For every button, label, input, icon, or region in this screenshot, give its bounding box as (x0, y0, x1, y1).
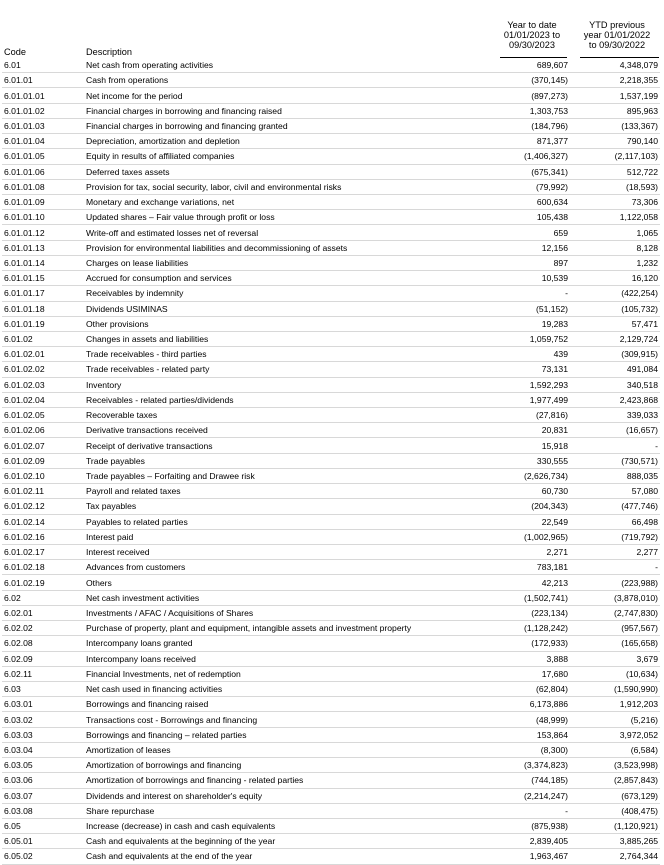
table-row (2, 803, 660, 818)
row-value-current: 1,977,499 (529, 394, 568, 405)
row-code: 6.01.02.12 (4, 501, 45, 512)
row-code: 6.01.02.07 (4, 440, 45, 451)
row-value-previous: (730,571) (621, 455, 658, 466)
row-code: 6.01.02.09 (4, 455, 45, 466)
row-description: Updated shares – Fair value through profit or loss (86, 212, 275, 223)
row-value-current: (8,300) (540, 744, 568, 755)
row-value-current: 1,303,753 (529, 105, 568, 116)
row-value-previous: 888,035 (626, 471, 658, 482)
table-row (2, 712, 660, 727)
row-value-previous: (2,747,830) (614, 607, 658, 618)
row-description: Trade payables – Forfaiting and Drawee risk (86, 471, 255, 482)
row-value-current: 1,059,752 (529, 334, 568, 345)
row-description: Net cash from operating activities (86, 60, 214, 71)
table-row (2, 727, 660, 742)
row-description: Trade payables (86, 455, 145, 466)
header-col2-line3: to 09/30/2022 (588, 40, 646, 50)
row-value-current: (62,804) (535, 684, 568, 695)
row-value-current: (2,214,247) (524, 790, 568, 801)
table-row (2, 286, 660, 301)
row-value-current: 871,377 (536, 136, 568, 147)
row-value-current: 6,173,886 (529, 699, 568, 710)
row-description: Monetary and exchange variations, net (86, 197, 235, 208)
row-value-current: 330,555 (536, 455, 568, 466)
row-value-previous: (16,657) (625, 425, 658, 436)
row-value-previous: (3,878,010) (614, 592, 658, 603)
row-code: 6.03 (4, 684, 21, 695)
row-description: Derivative transactions received (86, 425, 208, 436)
row-code: 6.01.01.08 (4, 181, 45, 192)
row-code: 6.03.02 (4, 714, 33, 725)
table-row (2, 58, 660, 73)
row-value-previous: 1,065 (636, 227, 658, 238)
row-code: 6.01.02 (4, 334, 33, 345)
table-row (2, 742, 660, 757)
row-value-previous: (673,129) (621, 790, 658, 801)
row-value-previous: (133,367) (621, 120, 658, 131)
table-row (2, 788, 660, 803)
row-value-previous: (6,584) (630, 744, 658, 755)
row-value-previous: 57,471 (631, 318, 658, 329)
row-description: Interest paid (86, 531, 134, 542)
row-value-current: 12,156 (541, 242, 568, 253)
row-description: Amortization of borrowings and financing - related parties (86, 775, 304, 786)
table-row (2, 590, 660, 605)
row-value-current: 2,839,405 (529, 836, 568, 847)
row-code: 6.01.01.12 (4, 227, 45, 238)
row-description: Share repurchase (86, 805, 155, 816)
row-description: Increase (decrease) in cash and cash equivalents (86, 821, 276, 832)
table-row (2, 347, 660, 362)
row-value-previous: 57,080 (631, 486, 658, 497)
row-code: 6.01.01.06 (4, 166, 45, 177)
row-value-previous: (309,915) (621, 349, 658, 360)
row-value-current: (1,128,242) (524, 623, 568, 634)
row-value-previous: - (655, 440, 658, 451)
row-description: Other provisions (86, 318, 149, 329)
row-value-current: 73,131 (541, 364, 568, 375)
table-row (2, 560, 660, 575)
row-value-previous: 66,498 (631, 516, 658, 527)
row-description: Trade receivables - related party (86, 364, 210, 375)
table-row (2, 651, 660, 666)
row-value-previous: 895,963 (626, 105, 658, 116)
row-value-current: (3,374,823) (524, 760, 568, 771)
row-value-current: 22,549 (541, 516, 568, 527)
table-row (2, 758, 660, 773)
row-code: 6.01.01.10 (4, 212, 45, 223)
table-row (2, 118, 660, 133)
row-code: 6.01.02.16 (4, 531, 45, 542)
row-code: 6.01.02.03 (4, 379, 45, 390)
row-description: Financial charges in borrowing and financing granted (86, 120, 288, 131)
row-value-previous: (10,634) (625, 668, 658, 679)
row-value-current: 3,888 (546, 653, 568, 664)
row-code: 6.01.01.19 (4, 318, 45, 329)
row-value-previous: 1,537,199 (619, 90, 658, 101)
row-value-current: (744,185) (531, 775, 568, 786)
row-code: 6.03.01 (4, 699, 33, 710)
row-value-previous: 790,140 (626, 136, 658, 147)
header-col1-line1: Year to date (507, 20, 557, 30)
row-value-previous: 2,423,868 (619, 394, 658, 405)
row-value-current: (2,626,734) (524, 471, 568, 482)
table-row (2, 331, 660, 346)
row-description: Deferred taxes assets (86, 166, 170, 177)
table-row (2, 164, 660, 179)
row-value-previous: (422,254) (621, 288, 658, 299)
row-value-current: (184,796) (531, 120, 568, 131)
table-row (2, 194, 660, 209)
table-row (2, 773, 660, 788)
row-value-previous: (165,658) (621, 638, 658, 649)
row-value-current: (370,145) (531, 75, 568, 86)
row-value-previous: (719,792) (621, 531, 658, 542)
row-value-previous: 16,120 (631, 273, 658, 284)
row-value-current: 105,438 (536, 212, 568, 223)
row-value-previous: 4,348,079 (619, 60, 658, 71)
cash-flow-table (2, 58, 660, 865)
row-description: Cash and equivalents at the end of the year (86, 851, 253, 862)
row-description: Payables to related parties (86, 516, 188, 527)
row-value-current: (27,816) (535, 410, 568, 421)
row-code: 6.03.08 (4, 805, 33, 816)
row-code: 6.02.08 (4, 638, 33, 649)
row-description: Depreciation, amortization and depletion (86, 136, 240, 147)
row-description: Receivables - related parties/dividends (86, 394, 234, 405)
row-value-current: (48,999) (535, 714, 568, 725)
row-description: Purchase of property, plant and equipment, intangible assets and investment property (86, 623, 412, 634)
row-code: 6.01.01.03 (4, 120, 45, 131)
row-value-current: 439 (553, 349, 568, 360)
row-description: Advances from customers (86, 562, 186, 573)
row-code: 6.03.06 (4, 775, 33, 786)
row-code: 6.01.01.15 (4, 273, 45, 284)
row-value-current: (1,002,965) (524, 531, 568, 542)
header-year-to-date (496, 20, 568, 50)
row-value-current: (223,134) (531, 607, 568, 618)
table-row (2, 529, 660, 544)
row-description: Accrued for consumption and services (86, 273, 232, 284)
row-code: 6.01.02.11 (4, 486, 44, 497)
row-description: Cash from operations (86, 75, 169, 86)
row-description: Recoverable taxes (86, 410, 158, 421)
row-code: 6.01.02.05 (4, 410, 45, 421)
row-value-current: - (565, 805, 568, 816)
row-value-current: 17,680 (541, 668, 568, 679)
row-description: Inventory (86, 379, 122, 390)
table-row (2, 575, 660, 590)
row-description: Borrowings and financing – related parties (86, 729, 247, 740)
row-value-previous: 73,306 (631, 197, 658, 208)
table-row (2, 73, 660, 88)
row-value-previous: 339,033 (626, 410, 658, 421)
table-row (2, 134, 660, 149)
row-code: 6.01.02.18 (4, 562, 45, 573)
table-row (2, 240, 660, 255)
row-description: Trade receivables - third parties (86, 349, 207, 360)
row-value-previous: (1,590,990) (614, 684, 658, 695)
row-code: 6.02.02 (4, 623, 33, 634)
row-code: 6.01.01.02 (4, 105, 45, 116)
row-value-current: 20,831 (541, 425, 568, 436)
row-code: 6.01.01.18 (4, 303, 45, 314)
table-row (2, 408, 660, 423)
table-row (2, 484, 660, 499)
row-value-previous: (5,216) (630, 714, 658, 725)
row-value-current: 1,963,467 (529, 851, 568, 862)
row-description: Net income for the period (86, 90, 183, 101)
row-description: Changes in assets and liabilities (86, 334, 209, 345)
row-value-current: 659 (553, 227, 568, 238)
row-value-current: 600,634 (536, 197, 568, 208)
header-col1-line2: 01/01/2023 to (503, 30, 561, 40)
row-description: Interest received (86, 547, 150, 558)
row-value-current: (1,502,741) (524, 592, 568, 603)
table-row (2, 438, 660, 453)
row-value-previous: (2,117,103) (614, 151, 658, 162)
row-value-previous: (2,857,843) (614, 775, 658, 786)
table-row (2, 849, 660, 864)
row-value-current: 2,271 (546, 547, 568, 558)
header-code: Code (4, 47, 26, 57)
table-row (2, 255, 660, 270)
row-description: Charges on lease liabilities (86, 257, 189, 268)
row-value-current: 689,607 (536, 60, 568, 71)
row-value-previous: 491,084 (626, 364, 658, 375)
row-value-current: 783,181 (536, 562, 568, 573)
row-description: Dividends and interest on shareholder's equity (86, 790, 263, 801)
row-value-current: (172,933) (531, 638, 568, 649)
row-code: 6.01.02.19 (4, 577, 45, 588)
table-row (2, 468, 660, 483)
header-col2-line2: year 01/01/2022 (583, 30, 651, 40)
row-value-previous: 2,129,724 (619, 334, 658, 345)
row-value-previous: (3,523,998) (614, 760, 658, 771)
row-value-previous: 340,518 (626, 379, 658, 390)
row-value-current: 153,864 (536, 729, 568, 740)
row-value-previous: 2,218,355 (619, 75, 658, 86)
row-value-current: 15,918 (541, 440, 568, 451)
row-value-current: 897 (553, 257, 568, 268)
row-description: Net cash investment activities (86, 592, 200, 603)
row-code: 6.01.01.04 (4, 136, 45, 147)
row-value-current: (675,341) (531, 166, 568, 177)
table-row (2, 514, 660, 529)
row-code: 6.01.02.01 (4, 349, 45, 360)
row-value-current: 60,730 (541, 486, 568, 497)
table-row (2, 423, 660, 438)
row-description: Investments / AFAC / Acquisitions of Shares (86, 607, 254, 618)
row-code: 6.01.02.10 (4, 471, 45, 482)
row-code: 6.01 (4, 60, 21, 71)
row-value-previous: 1,122,058 (619, 212, 658, 223)
row-code: 6.01.01.09 (4, 197, 45, 208)
header-description: Description (86, 47, 132, 57)
table-row (2, 362, 660, 377)
row-value-current: (79,992) (535, 181, 568, 192)
row-code: 6.01.02.17 (4, 547, 45, 558)
row-code: 6.01.01.05 (4, 151, 45, 162)
row-description: Cash and equivalents at the beginning of the year (86, 836, 276, 847)
header-col1-line3: 09/30/2023 (509, 40, 555, 50)
table-row (2, 834, 660, 849)
row-value-previous: (223,988) (621, 577, 658, 588)
row-value-previous: 1,912,203 (619, 699, 658, 710)
row-value-current: - (565, 288, 568, 299)
row-value-current: (875,938) (531, 821, 568, 832)
table-row (2, 636, 660, 651)
row-value-previous: - (655, 562, 658, 573)
row-value-current: 42,213 (541, 577, 568, 588)
table-row (2, 818, 660, 833)
row-description: Transactions cost - Borrowings and financing (86, 714, 258, 725)
row-code: 6.01.02.14 (4, 516, 45, 527)
row-description: Payroll and related taxes (86, 486, 181, 497)
row-value-current: (1,406,327) (524, 151, 568, 162)
row-description: Amortization of leases (86, 744, 171, 755)
row-description: Write-off and estimated losses net of reversal (86, 227, 259, 238)
row-code: 6.01.01.14 (4, 257, 45, 268)
row-code: 6.02.01 (4, 607, 33, 618)
table-row (2, 225, 660, 240)
row-code: 6.01.01 (4, 75, 33, 86)
row-value-previous: 1,232 (636, 257, 658, 268)
row-code: 6.03.03 (4, 729, 33, 740)
table-row (2, 103, 660, 118)
row-value-current: (897,273) (531, 90, 568, 101)
row-description: Dividends USIMINAS (86, 303, 168, 314)
row-description: Amortization of borrowings and financing (86, 760, 242, 771)
row-value-current: (204,343) (531, 501, 568, 512)
header-ytd-previous-year (575, 20, 659, 50)
table-row (2, 377, 660, 392)
row-description: Provision for environmental liabilities and decommissioning of assets (86, 242, 348, 253)
table-row (2, 666, 660, 681)
row-description: Receipt of derivative transactions (86, 440, 213, 451)
table-row (2, 545, 660, 560)
row-code: 6.03.05 (4, 760, 33, 771)
row-value-previous: 2,764,344 (619, 851, 658, 862)
row-value-current: 1,592,293 (529, 379, 568, 390)
table-row (2, 88, 660, 103)
row-value-current: (51,152) (535, 303, 568, 314)
row-description: Provision for tax, social security, labor, civil and environmental risks (86, 181, 342, 192)
table-row (2, 179, 660, 194)
row-value-previous: 8,128 (636, 242, 658, 253)
row-code: 6.05.01 (4, 836, 33, 847)
header-col2-line1: YTD previous (589, 20, 645, 30)
row-code: 6.01.01.17 (4, 288, 45, 299)
row-code: 6.02.09 (4, 653, 33, 664)
row-description: Intercompany loans received (86, 653, 196, 664)
row-description: Receivables by indemnity (86, 288, 184, 299)
row-value-previous: (18,593) (625, 181, 658, 192)
row-description: Borrowings and financing raised (86, 699, 209, 710)
row-code: 6.01.01.01 (4, 90, 45, 101)
row-code: 6.02 (4, 592, 21, 603)
table-row (2, 499, 660, 514)
table-row (2, 149, 660, 164)
row-code: 6.01.02.04 (4, 394, 45, 405)
table-row (2, 392, 660, 407)
row-value-previous: 2,277 (636, 547, 658, 558)
row-code: 6.05.02 (4, 851, 33, 862)
row-value-previous: 3,972,052 (619, 729, 658, 740)
row-code: 6.05 (4, 821, 21, 832)
row-description: Intercompany loans granted (86, 638, 193, 649)
row-value-current: 19,283 (541, 318, 568, 329)
row-code: 6.02.11 (4, 668, 33, 679)
row-code: 6.01.02.02 (4, 364, 45, 375)
table-row (2, 210, 660, 225)
row-description: Financial Investments, net of redemption (86, 668, 241, 679)
row-description: Financial charges in borrowing and financing raised (86, 105, 282, 116)
table-row (2, 681, 660, 696)
table-row (2, 316, 660, 331)
row-value-previous: 3,885,265 (619, 836, 658, 847)
row-code: 6.03.04 (4, 744, 33, 755)
row-value-current: 10,539 (541, 273, 568, 284)
row-description: Net cash used in financing activities (86, 684, 223, 695)
row-value-previous: 512,722 (626, 166, 658, 177)
table-row (2, 697, 660, 712)
row-description: Others (86, 577, 112, 588)
row-description: Equity in results of affiliated companies (86, 151, 235, 162)
row-code: 6.01.02.06 (4, 425, 45, 436)
row-value-previous: 3,679 (636, 653, 658, 664)
row-value-previous: (105,732) (621, 303, 658, 314)
table-row (2, 301, 660, 316)
table-row (2, 605, 660, 620)
row-value-previous: (408,475) (621, 805, 658, 816)
table-row (2, 621, 660, 636)
row-code: 6.01.01.13 (4, 242, 45, 253)
row-description: Tax payables (86, 501, 137, 512)
row-value-previous: (477,746) (621, 501, 658, 512)
row-value-previous: (1,120,921) (614, 821, 658, 832)
table-row (2, 271, 660, 286)
row-value-previous: (957,567) (621, 623, 658, 634)
table-row (2, 453, 660, 468)
row-code: 6.03.07 (4, 790, 33, 801)
